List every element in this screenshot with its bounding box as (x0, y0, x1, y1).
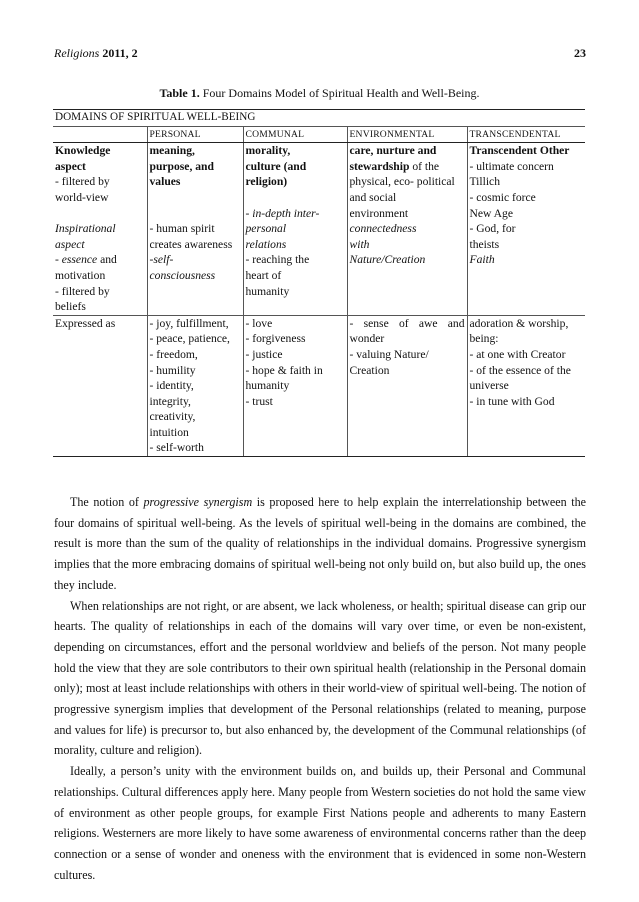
text-run: is proposed here to help explain the interrelationship between the four domains of spiritual well-being. As the levels of spiritual well-being in the domains are combined, the result is more than the sum of the quality of relationships in the individual domains. Progressive synergism implies that the more embracing domains of spiritual well-being not only build on, but also build up, the ones they include. (54, 495, 587, 592)
emphasis-term: progressive synergism (143, 495, 253, 509)
header-personal: PERSONAL (147, 126, 243, 143)
expressed-transcendental-cell (467, 315, 585, 456)
cell-line: - in-depth inter- (245, 206, 320, 220)
cell-line: - ultimate concern (469, 159, 554, 173)
table-header-row (53, 126, 585, 143)
cell-fragment: and (97, 253, 117, 267)
cell-line: purpose, and (149, 159, 214, 173)
cell-line: motivation (55, 268, 106, 282)
cell-line: - God, for (469, 222, 516, 236)
cell-line: morality, (245, 144, 291, 158)
cell-line: environment (349, 206, 409, 220)
expressed-row (53, 315, 585, 456)
cell-line: intuition (149, 425, 189, 439)
knowledge-transcendental-cell (467, 143, 585, 316)
cell-line: personal (245, 222, 287, 236)
cell-line: - sense of awe and (349, 316, 465, 330)
caption-label: Table 1. (159, 86, 200, 100)
cell-line: with (349, 237, 370, 251)
cell-line: wonder (349, 332, 385, 346)
cell-fragment: essence (61, 253, 98, 267)
cell-line: - human spirit (149, 222, 215, 236)
cell-line: humanity (245, 379, 290, 393)
cell-line: -self- (149, 253, 174, 267)
cell-line: - in tune with God (469, 394, 555, 408)
header-transcendental: TRANSCENDENTAL (467, 126, 585, 143)
knowledge-personal-cell (147, 143, 243, 316)
cell-line: - at one with Creator (469, 347, 566, 361)
cell-line: Creation (349, 363, 390, 377)
cell-line: - valuing Nature/ (349, 347, 429, 361)
cell-line: - forgiveness (245, 332, 306, 346)
cell-line: - peace, patience, (149, 332, 230, 346)
cell-line: universe (469, 379, 509, 393)
cell-line: - humility (149, 363, 196, 377)
table-title: DOMAINS OF SPIRITUAL WELL-BEING (53, 110, 585, 127)
paragraph: Ideally, a person’s unity with the environment builds on, and builds up, their Personal and Communal relationships. Cultural differences apply here. Many people from Western societies do not hold the same view of environment as other people groups, for example First Nations people and adherents to many Eastern religions. Westerners are more likely to have some awareness of environmental concerns rather than the deep connection or a sense of wonder and oneness with the environment that is evidenced in some non-Western cultures. (54, 764, 586, 882)
domains-table (53, 109, 585, 457)
cell-line: - filtered by (55, 284, 110, 298)
cell-line: being: (469, 332, 499, 346)
cell-line: - reaching the (245, 253, 310, 267)
cell-line: - cosmic force (469, 190, 536, 204)
line-spacer (246, 190, 345, 206)
cell-line: creativity, (149, 410, 196, 424)
cell-line: integrity, (149, 394, 191, 408)
cell-line: beliefs (55, 300, 86, 314)
cell-line: care, nurture and (349, 144, 437, 158)
cell-line: creates awareness (149, 237, 233, 251)
cell-line: and social (349, 190, 397, 204)
header-environmental: ENVIRONMENTAL (347, 126, 467, 143)
cell-line: Faith (469, 253, 495, 267)
line-spacer (55, 206, 145, 222)
paragraph (54, 492, 586, 596)
cell-fragment: - (55, 253, 62, 267)
cell-line: meaning, (149, 144, 195, 158)
cell-line: Transcendent Other (469, 144, 570, 158)
cell-line: aspect (55, 237, 85, 251)
journal-citation (54, 46, 138, 61)
cell-line: - self-worth (149, 441, 204, 455)
knowledge-row-label (53, 143, 147, 316)
cell-line: world-view (55, 190, 109, 204)
cell-line: adoration & worship, (469, 316, 569, 330)
cell-line: relations (245, 237, 287, 251)
cell-line: physical, eco- political (349, 175, 455, 189)
cell-line: religion) (245, 175, 288, 189)
cell-line: humanity (245, 284, 290, 298)
expressed-environmental-cell (347, 315, 467, 456)
cell-line: heart of (245, 268, 282, 282)
cell-line (55, 252, 145, 268)
paragraph: When relationships are not right, or are absent, we lack wholeness, or health; spiritual disease can grip our hearts. The quality of relationships in each of the domains will vary over time, or even be non-existent, depending on circumstances, effort and the personal worldview and beliefs of the person. Not many people hold the view that they are sole contributors to their own spiritual health (relationship in the Personal domain only); most at least include relationships with others in their world-view of spiritual well-being. The notion of progressive synergism implies that development of the Personal relationships (related to meaning, purpose and values for life) is precursor to, but also enhanced by, the development of the Communal relationships (of morality, culture and religion). (54, 598, 586, 758)
cell-line: - love (245, 316, 273, 330)
cell-line: - hope & faith in (245, 363, 323, 377)
cell-line: connectedness (349, 222, 417, 236)
knowledge-communal-cell (243, 143, 347, 316)
text-run: The notion of (70, 495, 144, 509)
expressed-row-label: Expressed as (53, 315, 147, 456)
cell-line: - justice (245, 347, 283, 361)
cell-line: - freedom, (149, 347, 198, 361)
cell-line: Tillich (469, 175, 501, 189)
line-spacer (150, 206, 241, 222)
cell-line: Inspirational (55, 222, 116, 236)
cell-fragment: stewardship (349, 159, 410, 173)
knowledge-row (53, 143, 585, 316)
journal-volume: 2011, 2 (102, 46, 138, 60)
cell-line: consciousness (149, 268, 216, 282)
cell-line: - joy, fulfillment, (149, 316, 229, 330)
cell-line: Nature/Creation (349, 253, 426, 267)
cell-line: theists (469, 237, 500, 251)
caption-text: Four Domains Model of Spiritual Health and Well-Being. (202, 86, 480, 100)
cell-line: aspect (55, 159, 86, 173)
cell-line: - of the essence of the (469, 363, 571, 377)
header-communal: COMMUNAL (243, 126, 347, 143)
header-empty (53, 126, 147, 143)
cell-line: Knowledge (55, 144, 111, 158)
knowledge-environmental-cell (347, 143, 467, 316)
cell-line: culture (and (245, 159, 307, 173)
page-number: 23 (574, 46, 586, 60)
cell-line: - filtered by (55, 175, 110, 189)
line-spacer (150, 190, 241, 206)
journal-name: Religions (54, 46, 100, 60)
cell-fragment: of the (409, 159, 440, 173)
table-caption (0, 86, 639, 101)
expressed-communal-cell (243, 315, 347, 456)
expressed-personal-cell (147, 315, 243, 456)
cell-line (350, 159, 465, 175)
table-title-row (53, 110, 585, 127)
cell-line: - trust (245, 394, 273, 408)
cell-line: - identity, (149, 379, 194, 393)
body-text (54, 492, 586, 885)
running-header (54, 46, 586, 62)
cell-line: New Age (469, 206, 513, 220)
cell-line: values (149, 175, 181, 189)
